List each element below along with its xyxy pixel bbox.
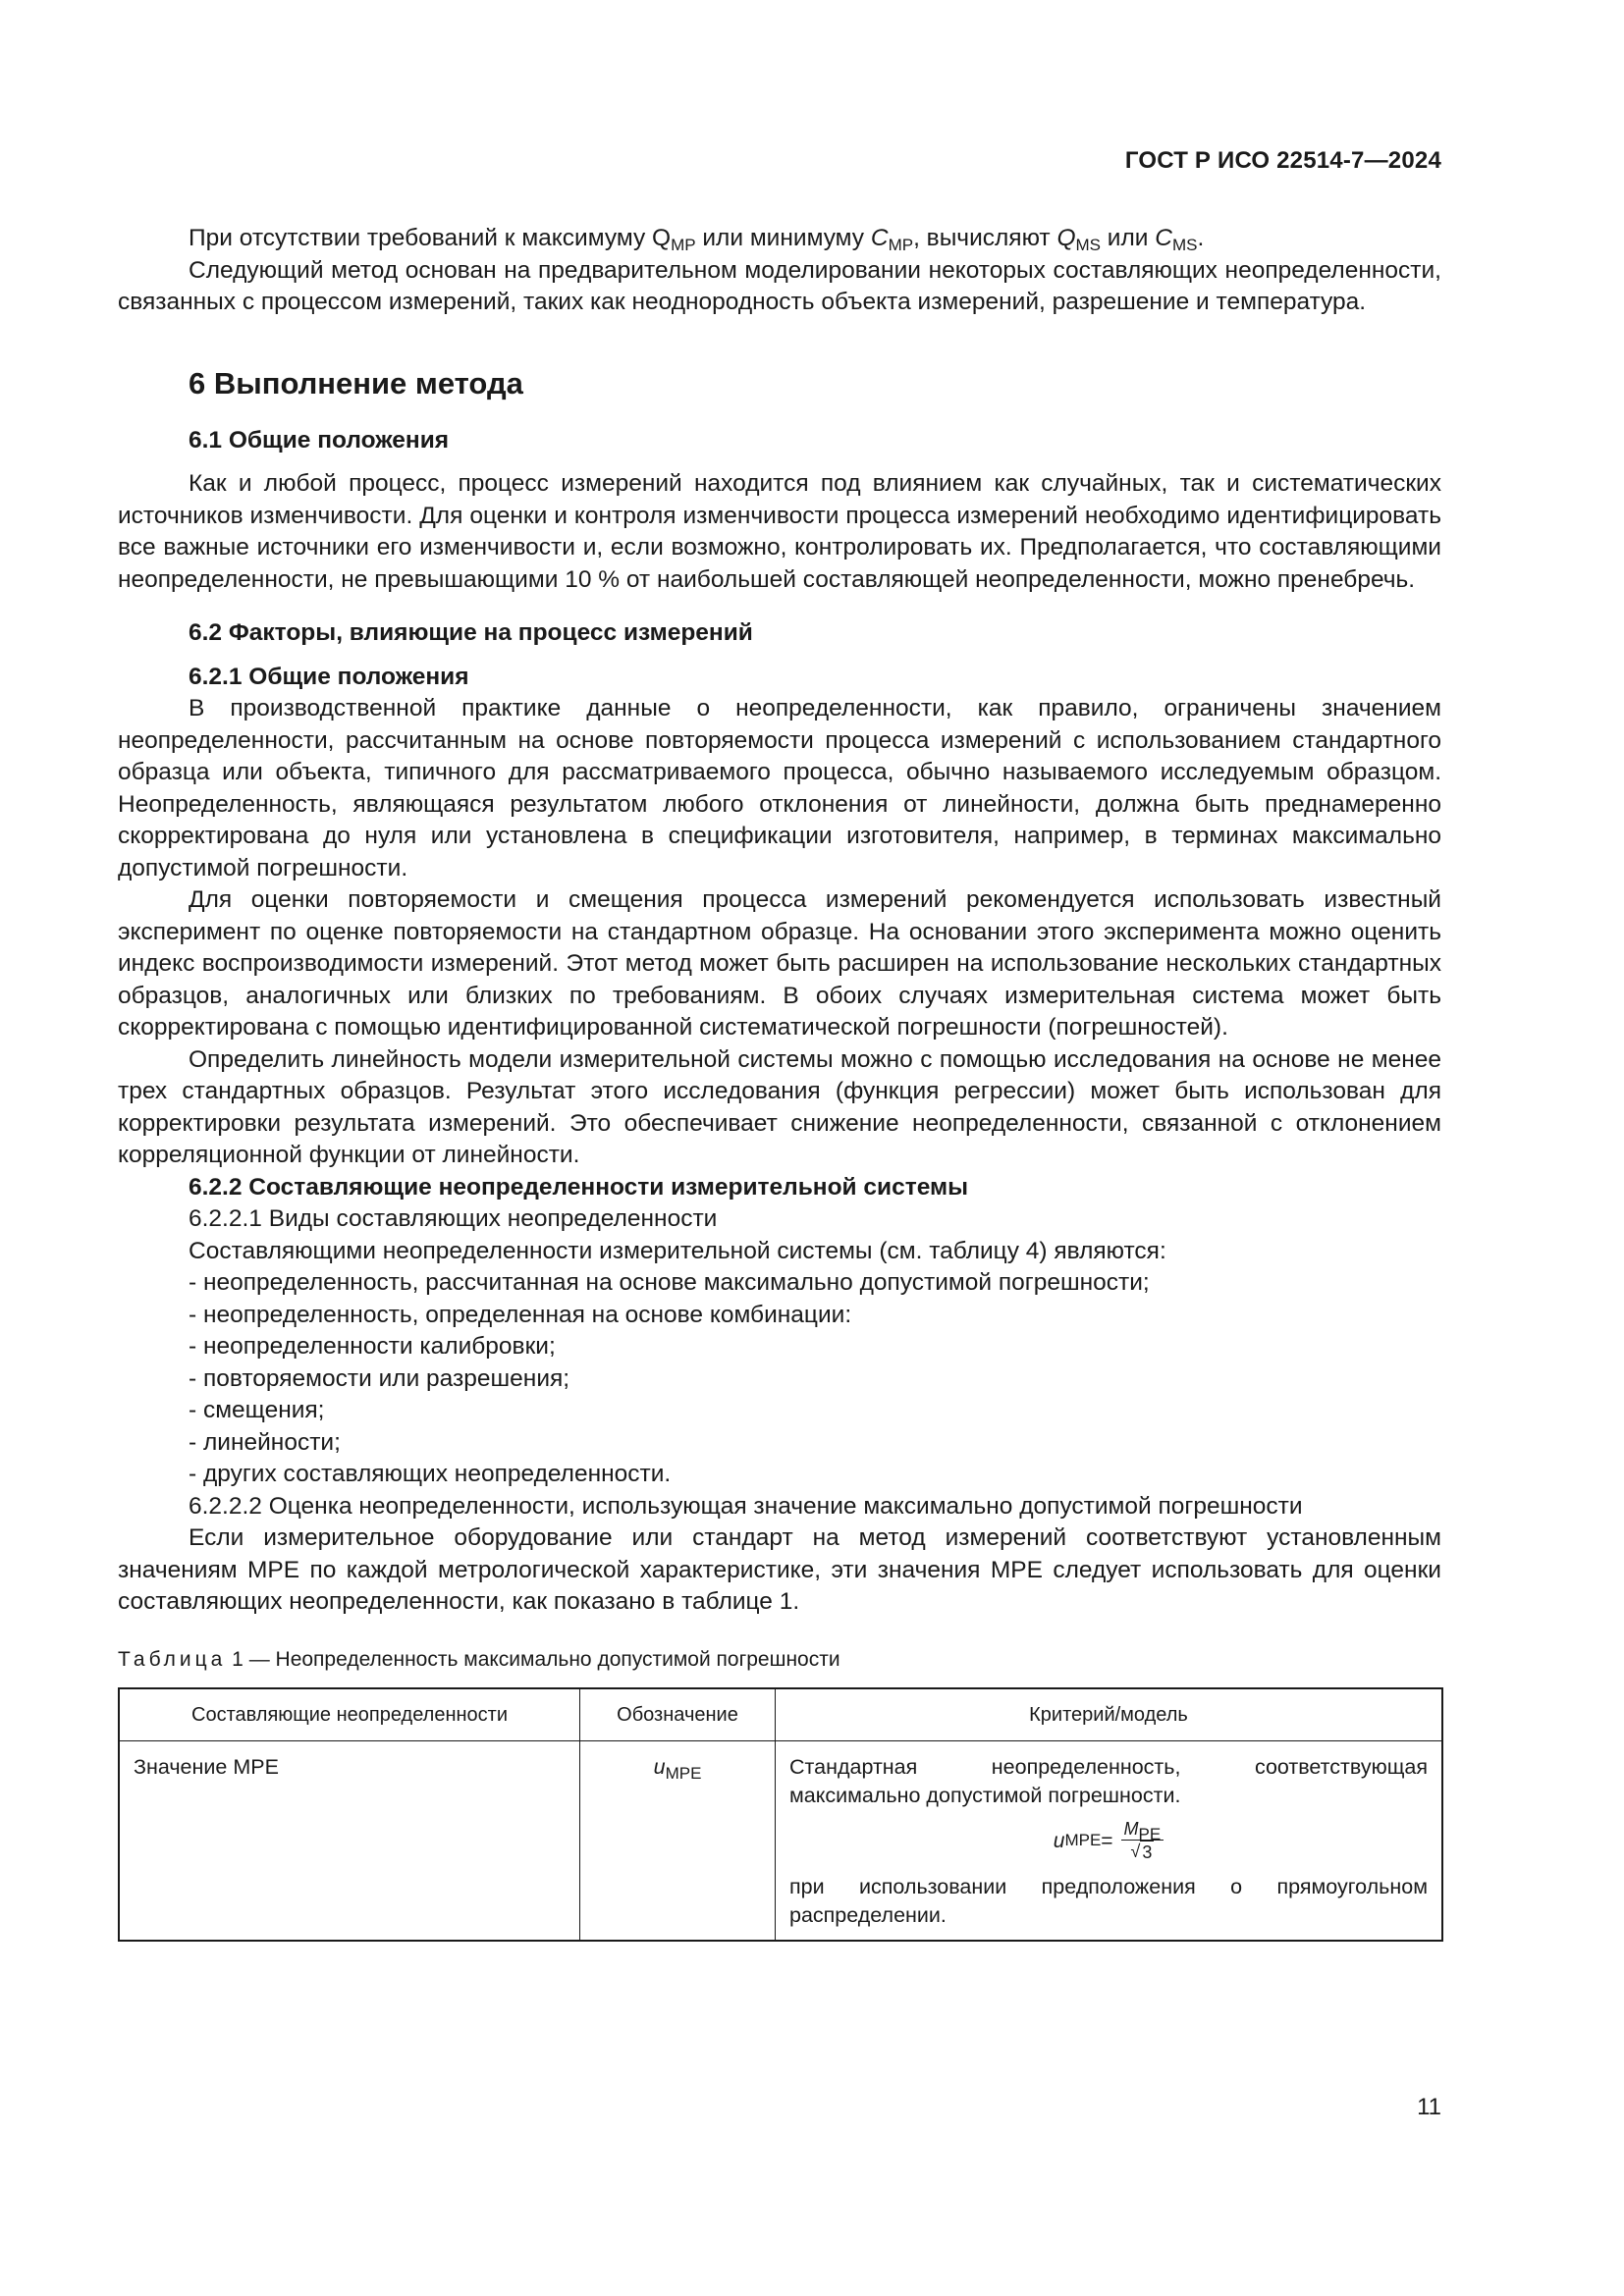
section-6-2-title: 6.2 Факторы, влияющие на процесс измерений: [189, 619, 753, 646]
list-item: - повторяемости или разрешения;: [189, 1364, 570, 1392]
table-header-cell: Критерий/модель: [776, 1688, 1443, 1741]
table-1-caption: Таблица 1 — Неопределенность максимально допустимой погрешности: [118, 1647, 840, 1671]
list-item: - неопределенности калибровки;: [189, 1333, 556, 1360]
list-item: - неопределенность, рассчитанная на основе максимально допустимой погрешности;: [189, 1269, 1150, 1296]
document-body: [118, 223, 1441, 1942]
document-code-header: ГОСТ Р ИСО 22514-7—2024: [1124, 147, 1441, 174]
table-header-cell: Составляющие неопределенности: [119, 1688, 580, 1741]
table-header-row: [119, 1688, 1442, 1741]
section-6-2-2-1-title: 6.2.2.1 Виды составляющих неопределенности: [189, 1205, 718, 1232]
criterion-text-1: Стандартная неопределенность, соответствующая максимально допустимой погрешности.: [789, 1755, 1428, 1807]
intro-paragraph-2: Следующий метод основан на предварительном моделировании некоторых составляющих неопределенности, связанных с процессом измерений, таких как неоднородность объекта измерений, разрешение и температура.: [118, 256, 1441, 315]
section-6-2-2-title: 6.2.2 Составляющие неопределенности измерительной системы: [189, 1173, 969, 1201]
section-6-1-title: 6.1 Общие положения: [189, 426, 450, 454]
table-cell-criterion: [776, 1741, 1443, 1942]
table-row: [119, 1741, 1442, 1942]
table-cell-component: Значение МРЕ: [119, 1741, 580, 1942]
section-6-2-2-1-paragraph: Составляющими неопределенности измерительной системы (см. таблицу 4) являются:: [189, 1237, 1166, 1264]
section-6-2-1-title: 6.2.1 Общие положения: [189, 663, 469, 690]
section-6-2-1-paragraph-2: Для оценки повторяемости и смещения процесса измерений рекомендуется использовать известный эксперимент по оценке повторяемости на стандартном образце. На основании этого эксперимента можно оценить индекс воспроизводимости измерений. Этот метод может быть расширен на использование нескольких стандартных образцов, аналогичных или близких по требованиям. В обоих случаях измерительная система может быть скорректирована с помощью идентифицированной систематической погрешности (погрешностей).: [118, 886, 1441, 1041]
section-6-title: 6 Выполнение метода: [189, 365, 523, 400]
table-cell-symbol: $u_{MPE}$: [580, 1741, 776, 1942]
section-6-2-2-2-title: 6.2.2.2 Оценка неопределенности, использующая значение максимально допустимой погрешности: [189, 1492, 1303, 1520]
list-item: - линейности;: [189, 1428, 341, 1456]
section-6-1-paragraph: Как и любой процесс, процесс измерений находится под влиянием как случайных, так и систематических источников изменчивости. Для оценки и контроля изменчивости процесса измерений необходимо идентифицировать все важные источники его изменчивости и, если возможно, контролировать их. Предполагается, что составляющими неопределенности, не превышающими 10 % от наибольшей составляющей неопределенности, можно пренебречь.: [118, 470, 1441, 593]
section-6-2-1-paragraph-3: Определить линейность модели измерительной системы можно с помощью исследования на основе не менее трех стандартных образцов. Результат этого исследования (функция регрессии) может быть использован для корректировки результата измерений. Это обеспечивает снижение неопределенности, связанной с отклонением корреляционной функции от линейности.: [118, 1045, 1441, 1168]
intro-paragraph-1: При отсутствии требований к максимуму $Q_{MP}$ или минимуму $C_{MP}$, вычисляют $Q_{MS}$ или $C_{MS}$.: [189, 225, 1205, 254]
formula-fraction: $M_{PE}$ √ 3: [1121, 1818, 1164, 1863]
page-number: 11: [1417, 2094, 1441, 2120]
list-item: - неопределенность, определенная на основе комбинации:: [189, 1301, 852, 1328]
section-6-2-2-2-paragraph: Если измерительное оборудование или стандарт на метод измерений соответствуют установленным значениям МРЕ по каждой метрологической характеристике, эти значения МРЕ следует использовать для оценки составляющих неопределенности, как показано в таблице 1.: [118, 1524, 1441, 1615]
table-1: [118, 1687, 1443, 1942]
criterion-text-2: при использовании предположения о прямоугольном распределении.: [789, 1875, 1428, 1927]
mpe-formula: u MPE = $M_{PE}$ √ 3: [789, 1818, 1428, 1863]
table-header-cell: Обозначение: [580, 1688, 776, 1741]
section-6-2-1-paragraph-1: В производственной практике данные о неопределенности, как правило, ограничены значением неопределенности, рассчитанным на основе повторяемости процесса измерений с использованием стандартного образца или объекта, типичного для рассматриваемого процесса, обычно называемого исследуемым образцом. Неопределенность, являющаяся результатом любого отклонения от линейности, должна быть преднамеренно скорректирована до нуля или установлена в спецификации изготовителя, например, в терминах максимально допустимой погрешности.: [118, 695, 1441, 881]
list-item: - других составляющих неопределенности.: [189, 1461, 672, 1487]
list-item: - смещения;: [189, 1397, 325, 1423]
